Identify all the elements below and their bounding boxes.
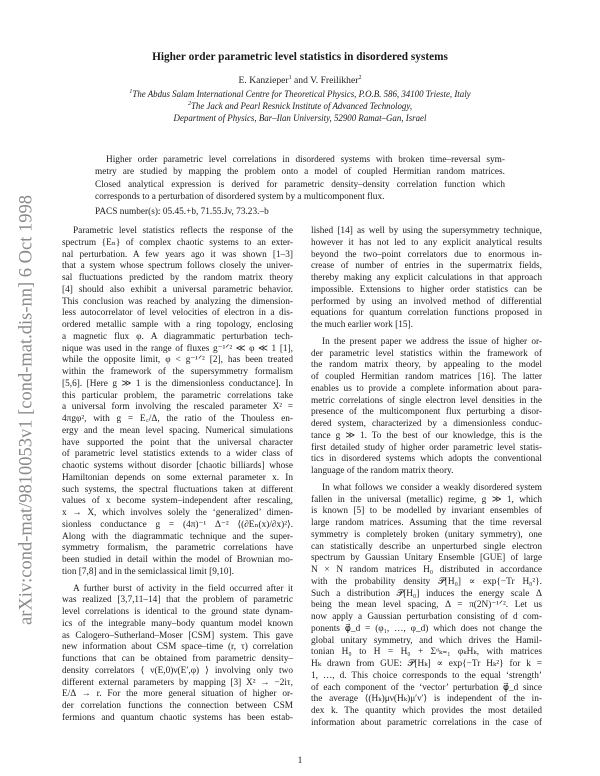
- authors: [0, 75, 600, 86]
- text-line: global unitary symmetry, and which drives the Hamil-: [311, 635, 542, 646]
- affiliation-marker: 1: [288, 75, 292, 81]
- text-line: spectrum {Eₙ} of complex chaotic systems to an exter-: [62, 237, 293, 248]
- text-line: level correlations is identical to the ground state dynam-: [62, 607, 293, 617]
- text-line: less autocorrelator of level velocities of electron in a dis-: [62, 308, 293, 319]
- affiliation-marker: 1: [129, 89, 133, 95]
- text-line: corresponds to a perturbation of disordered system by a multicomponent flux.: [95, 192, 385, 203]
- text-line: of coupled Hermitian random matrices [16]. The latter: [311, 372, 542, 382]
- text-line: tonian H₀ to H = H₀ + Σᵈₖ₌₁ φₖHₖ, with matrices: [311, 647, 542, 658]
- text-line: symmetry is completely broken (unitary symmetry), one: [311, 529, 542, 540]
- left-column: [62, 226, 293, 730]
- text-line: In the present paper we address the issue of higher or-: [322, 336, 542, 347]
- text-line: crease of number of entries in the supermatrix fields,: [311, 261, 542, 272]
- text-line: E/Δ → r. For the more general situation of higher or-: [62, 689, 293, 700]
- paragraph: [311, 226, 542, 332]
- paragraph: [311, 337, 542, 478]
- text-line: being the mean level spacing, Δ = π(2N)⁻¹ᐟ². Let us: [311, 600, 542, 611]
- text-line: with the probability density 𝒫[H₀] ∝ exp{−Tr H₀²}.: [311, 576, 542, 587]
- text-line: this particular problem, the parametric correlations take: [62, 390, 293, 401]
- affiliation: [0, 101, 600, 111]
- arxiv-identifier-stamp: arXiv:cond-mat/9810053v1 [cond-mat.dis-nn] 6 Oct 1998: [16, 194, 37, 626]
- affiliation: [0, 113, 600, 123]
- text-line: the much earlier work [15].: [311, 320, 413, 330]
- text-line: nique was used in the range of fluxes g⁻¹ᐟ² ≪ φ ≪ 1 [1],: [62, 343, 293, 354]
- text-line: x → X, which involves solely the ‘generalized’ dimen-: [62, 508, 293, 518]
- text-line: Closed analytical expression is derived for parametric density–density correlation function which: [95, 179, 505, 190]
- text-line: within the framework of the supersymmetry formalism: [62, 367, 293, 377]
- text-line: N × N random matrices H₀ distributed in accordance: [311, 565, 542, 575]
- affiliation: [0, 89, 600, 99]
- text-line: large random matrices. Assuming that the time reversal: [311, 518, 542, 528]
- pacs-numbers: PACS number(s): 05.45.+b, 71.55.Jv, 73.23.–b: [95, 207, 269, 217]
- text-line: language of the random matrix theory.: [311, 466, 454, 476]
- text-line: der parametric level statistics within the framework of: [311, 348, 542, 359]
- text-line: tance g ≫ 1. To the best of our knowledge, this is the: [311, 430, 542, 441]
- text-line: was realized [3,7,11–14] that the problem of parametric: [62, 595, 293, 606]
- text-line: can statistically describe an unperturbed single electron: [311, 541, 542, 552]
- text-line: is known [5] to be modelled by invariant ensembles of: [311, 506, 542, 517]
- text-line: the random matrix theory, by appealing to the model: [311, 360, 542, 371]
- text-line: been studied in detail within the model of Brownian mo-: [62, 555, 293, 565]
- page-number: 1: [297, 756, 303, 766]
- text-line: 1, …, d. This choice corresponds to the equal ‘strength’: [311, 670, 542, 681]
- text-line: while the opposite limit, φ < g⁻¹ᐟ² [2], has been treated: [62, 355, 293, 366]
- paragraph: [62, 584, 293, 725]
- text-line: density correlators ⟨ ν(E,0)ν(E′,φ) ⟩ involving only two: [62, 665, 293, 676]
- text-line: metry are studied by mapping the problem onto a model of coupled Hermitian random matrices.: [95, 167, 505, 178]
- paragraph: [62, 226, 293, 579]
- text-line: nal perturbation. A few years ago it was shown [1–3]: [62, 249, 293, 260]
- text-line: a universal form involving the rescaled parameter X² =: [62, 402, 293, 413]
- text-line: fallen in the universal (metallic) regime, g ≫ 1, which: [311, 494, 542, 505]
- paper-title: Higher order parametric level statistics in disordered systems: [152, 51, 448, 63]
- text-line: In what follows we consider a weakly disordered system: [322, 482, 542, 493]
- text-line: different external parameters by mapping [3] X² → −2iτ,: [62, 677, 293, 688]
- author-name: E. Kanzieper: [238, 75, 289, 86]
- text-line: Such a distribution 𝒫[H₀] induces the energy scale Δ: [311, 588, 542, 599]
- text-line: thereby making any explicit calculations in that approach: [311, 273, 542, 283]
- text-line: ics of the integrable many–body quantum model known: [62, 618, 293, 629]
- text-line: now apply a Gaussian perturbation consisting of d com-: [311, 612, 542, 622]
- text-line: such systems, the spectral fluctuations taken at different: [62, 484, 293, 495]
- text-line: beyond the two–point correlators due to enormous in-: [311, 249, 542, 260]
- text-line: as Calogero–Sutherland–Moser [CSM] system. This gave: [62, 630, 293, 641]
- text-line: [4] should also exhibit a universal parametric behavior.: [62, 284, 293, 295]
- text-line: impossible. Extensions to higher order statistics can be: [311, 284, 542, 295]
- text-line: have supported the point that the universal character: [62, 437, 293, 448]
- text-line: of each component of the ‘vector’ perturbation φ⃗_d since: [311, 682, 542, 693]
- text-line: sal fluctuations predicted by the random matrix theory: [62, 273, 293, 283]
- text-line: equations for quantum correlation functions proposed in: [311, 308, 542, 319]
- text-line: [5,6]. [Here g ≫ 1 is the dimensionless conductance]. In: [62, 378, 293, 389]
- text-line: chaotic systems without disorder [chaotic billiards] whose: [62, 461, 293, 471]
- text-line: Hₖ drawn from GUE: 𝒫[Hₖ] ∝ exp{−Tr Hₖ²} for k =: [311, 659, 542, 669]
- text-line: information about parametric correlations in the case of: [311, 717, 542, 728]
- text-line: first detailed study of higher order parametric level statis-: [311, 442, 542, 453]
- text-line: 4πgφ², with g = E꜀/Δ, the ratio of the Thouless en-: [62, 414, 293, 424]
- text-line: values of x become system–independent after rescaling,: [62, 496, 293, 507]
- affiliation-text: Department of Physics, Bar–Ilan University, 52900 Ramat–Gan, Israel: [173, 113, 427, 123]
- text-line: ordered metallic sample with a ring topology, enclosing: [62, 320, 293, 330]
- text-line: der correlation functions the connection between CSM: [62, 701, 293, 711]
- text-line: Hamiltonian depends on some external parameter x. In: [62, 472, 293, 483]
- affiliation-marker: 2: [358, 75, 362, 81]
- text-line: Along with the diagrammatic technique and the super-: [62, 531, 293, 542]
- text-line: functions that can be obtained from parametric density–: [62, 654, 293, 664]
- affiliation-text: The Abdus Salam International Centre for Theoretical Physics, P.O.B. 586, 34100 Trieste, Italy: [132, 89, 471, 99]
- text-line: fermions and quantum chaotic systems has been estab-: [62, 712, 293, 723]
- text-line: dered system, characterized by a dimensionless conduc-: [311, 419, 542, 429]
- abstract: [95, 154, 505, 204]
- text-line: A further burst of activity in the field occurred after it: [73, 583, 293, 594]
- affiliation-marker: 2: [187, 101, 191, 107]
- text-line: however it has not led to any explicit analytical results: [311, 237, 542, 248]
- text-line: ergy and the mean level spacing. Numerical simulations: [62, 425, 293, 436]
- author-name: V. Freilikher: [310, 75, 359, 86]
- text-line: the average ⟨(Hₖ)μν(Hₖ)μ′ν′⟩ is independent of the in-: [311, 694, 542, 705]
- author-separator: and: [291, 75, 311, 86]
- text-line: symmetry formalism, the parametric correlations have: [62, 543, 293, 554]
- text-line: Parametric level statistics reflects the response of the: [73, 226, 293, 236]
- text-line: presence of the multicomponent flux perturbing a disor-: [311, 407, 542, 418]
- text-line: This conclusion was reached by analyzing the dimension-: [62, 296, 293, 307]
- text-line: lished [14] as well by using the supersymmetry technique,: [311, 226, 542, 236]
- text-line: metric correlations of single electron level densities in the: [311, 395, 542, 406]
- text-line: performed by using an involved method of differential: [311, 296, 542, 307]
- text-line: Higher order parametric level correlations in disordered systems with broken time–reversal sym-: [106, 155, 505, 165]
- text-line: enables us to provide a complete information about para-: [311, 383, 542, 394]
- text-line: of parametric level statistics extends to a wider class of: [62, 449, 293, 460]
- text-line: new information about CSM space–time (r, τ) correlation: [62, 642, 293, 653]
- right-column: [311, 226, 542, 735]
- affiliation-text: The Jack and Pearl Resnick Institute of Advanced Technology,: [190, 101, 413, 111]
- text-line: that a system whose spectrum follows closely the univer-: [62, 261, 293, 272]
- text-line: tics in disordered systems which adopts the conventional: [311, 454, 542, 465]
- paragraph: [311, 483, 542, 730]
- text-line: a magnetic flux φ. A diagrammatic perturbation tech-: [62, 331, 293, 342]
- text-line: dex k. The quantity which provides the most detailed: [311, 706, 542, 716]
- text-line: sionless conductance g = (4π)⁻¹ Δ⁻² ⟨(∂Eₙ(x)/∂x)²⟩.: [62, 519, 293, 530]
- text-line: ponents φ⃗_d = (φ₁, …, φ_d) which does not change the: [311, 623, 542, 634]
- text-line: spectrum by Gaussian Unitary Ensemble [GUE] of large: [311, 553, 542, 564]
- text-line: tion [7,8] and in the semiclassical limit [9,10].: [62, 566, 234, 577]
